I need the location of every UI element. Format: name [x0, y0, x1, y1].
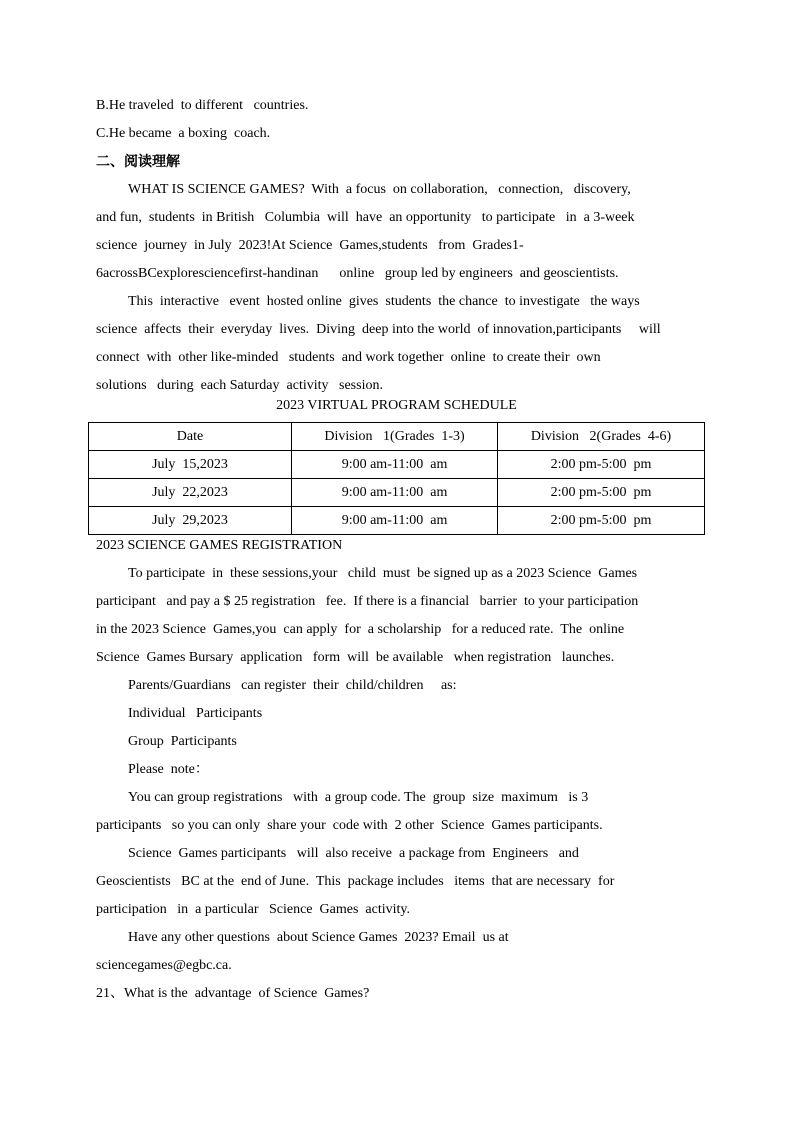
table-row	[89, 479, 705, 507]
cell-division-2: 2:00 pm-5:00 pm	[498, 451, 705, 479]
paragraph-line: participant and pay a $ 25 registration fee. If there is a financial barrier to your participation	[96, 594, 639, 609]
option-group: Group Participants	[128, 734, 237, 749]
cell-date: July 29,2023	[89, 507, 292, 535]
cell-date: July 22,2023	[89, 479, 292, 507]
option-b: B.He traveled to different countries.	[96, 98, 309, 113]
paragraph-interactive	[96, 288, 696, 400]
registration-heading: 2023 SCIENCE GAMES REGISTRATION	[96, 538, 343, 553]
paragraph-line: in the 2023 Science Games,you can apply for a scholarship for a reduced rate. The online	[96, 622, 625, 637]
schedule-title: 2023 VIRTUAL PROGRAM SCHEDULE	[276, 398, 517, 413]
header-division-1: Division 1(Grades 1-3)	[292, 423, 498, 451]
paragraph-line: 6acrossBCexploresciencefirst-handinan online group led by engineers and geoscientists.	[96, 266, 619, 281]
paragraph-line: science affects their everyday lives. Diving deep into the world of innovation,participants will	[96, 322, 661, 337]
paragraph-line: participants so you can only share your code with 2 other Science Games participants.	[96, 818, 603, 833]
header-division-2: Division 2(Grades 4-6)	[498, 423, 705, 451]
paragraph-line: participation in a particular Science Games activity.	[96, 902, 410, 917]
paragraph-line: You can group registrations with a group code. The group size maximum is 3	[128, 790, 589, 805]
cell-date: July 15,2023	[89, 451, 292, 479]
schedule-table	[88, 422, 705, 535]
option-individual: Individual Participants	[128, 706, 263, 721]
paragraph-line: science journey in July 2023!At Science Games,students from Grades1-	[96, 238, 524, 253]
table-row	[89, 451, 705, 479]
cell-division-1: 9:00 am-11:00 am	[292, 507, 498, 535]
paragraph-what-is	[96, 176, 696, 288]
paragraph-line: Have any other questions about Science Games 2023? Email us at	[128, 930, 509, 945]
answer-options	[96, 92, 696, 176]
register-intro: Parents/Guardians can register their child/children as:	[128, 678, 457, 693]
note-label: Please note：	[128, 762, 209, 777]
paragraph-line: Geoscientists BC at the end of June. This package includes items that are necessary for	[96, 874, 615, 889]
paragraph-line: connect with other like-minded students and work together online to create their own	[96, 350, 601, 365]
paragraph-line: Science Games participants will also receive a package from Engineers and	[128, 846, 579, 861]
cell-division-2: 2:00 pm-5:00 pm	[498, 479, 705, 507]
cell-division-1: 9:00 am-11:00 am	[292, 479, 498, 507]
paragraph-line: To participate in these sessions,your child must be signed up as a 2023 Science Games	[128, 566, 638, 581]
table-header-row	[89, 423, 705, 451]
section-heading: 二、阅读理解	[96, 154, 180, 170]
paragraph-line: solutions during each Saturday activity session.	[96, 378, 383, 393]
paragraph-line: WHAT IS SCIENCE GAMES? With a focus on collaboration, connection, discovery,	[128, 182, 631, 197]
question-21: 21、What is the advantage of Science Games?	[96, 986, 370, 1001]
table-row	[89, 507, 705, 535]
paragraph-line: and fun, students in British Columbia will have an opportunity to participate in a 3-week	[96, 210, 635, 225]
option-c: C.He became a boxing coach.	[96, 126, 271, 141]
paragraph-line: This interactive event hosted online gives students the chance to investigate the ways	[128, 294, 640, 309]
header-date: Date	[89, 423, 292, 451]
paragraph-line: Science Games Bursary application form will be available when registration launches.	[96, 650, 615, 665]
cell-division-2: 2:00 pm-5:00 pm	[498, 507, 705, 535]
registration-section	[96, 532, 696, 1008]
cell-division-1: 9:00 am-11:00 am	[292, 451, 498, 479]
email-line: sciencegames@egbc.ca.	[96, 958, 232, 973]
